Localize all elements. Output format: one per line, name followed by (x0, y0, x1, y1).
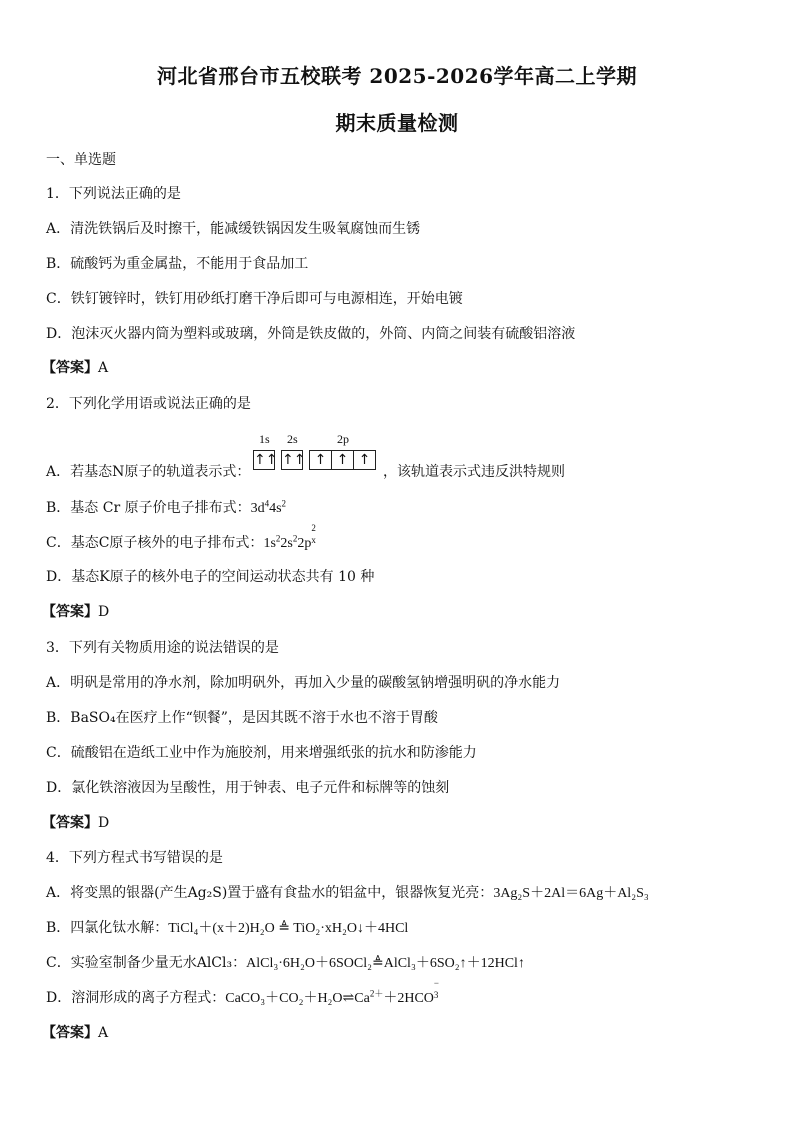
q1-option-b: B．硫酸钙为重金属盐，不能用于食品加工 (46, 256, 309, 272)
q4-option-a-prefix: A．将变黑的银器(产生Ag₂S)置于盛有食盐水的铝盆中，银器恢复光亮： (46, 885, 494, 901)
q4-option-d (46, 978, 442, 1008)
q2-stem: 2．下列化学用语或说法正确的是 (46, 396, 251, 412)
orbital-label-1s: 1s (259, 432, 270, 446)
q1-option-d: D．泡沫灭火器内筒为塑料或玻璃，外筒是铁皮做的，外筒、内筒之间装有硫酸铝溶液 (46, 326, 576, 342)
orbital-diagram (253, 432, 383, 476)
q2-option-b-prefix: B．基态 Cr 原子价电子排布式： (46, 500, 251, 516)
q1-option-a: A．清洗铁锅后及时擦干，能减缓铁锅因发生吸氧腐蚀而生锈 (46, 221, 421, 237)
q3-answer (42, 814, 109, 832)
q2-option-c (46, 523, 319, 553)
q2-option-c-prefix: C．基态C原子核外的电子排布式： (46, 535, 264, 551)
document-title-line2: 期末质量检测 (335, 111, 459, 135)
q2-option-a-suffix: ，该轨道表示式违反洪特规则 (383, 464, 565, 480)
answer-value: A (98, 1025, 109, 1041)
orbital-label-2p: 2p (337, 432, 349, 446)
orbital-box-2p-1: ↑ (309, 450, 332, 470)
q3-stem: 3．下列有关物质用途的说法错误的是 (46, 640, 279, 656)
q1-option-c: C．铁钉镀锌时，铁钉用砂纸打磨干净后即可与电源相连，开始电镀 (46, 291, 463, 307)
q4-option-d-equation: $CaCO_3+CO_2+H_2O\rightleftharpoons Ca^{2+}+2HCO$ − 3 (225, 978, 439, 1006)
q4-option-c (46, 954, 525, 973)
answer-tag: 【答案】 (42, 815, 98, 831)
q4-option-c-equation: AlCl₃·6H₂O＋6SOCl₂≜AlCl₃＋6SO₂↑＋12HCl↑ (246, 956, 525, 971)
answer-value: D (98, 815, 110, 831)
answer-tag: 【答案】 (42, 360, 98, 376)
q4-option-b (46, 919, 408, 938)
q1-stem: 1．下列说法正确的是 (46, 186, 181, 202)
q4-option-a (46, 884, 649, 903)
q4-option-a-equation: 3Ag₂S＋2Al＝6Ag＋Al₂S₃ (493, 886, 649, 901)
orbital-label-2s: 2s (287, 432, 298, 446)
answer-tag: 【答案】 (42, 1025, 98, 1041)
q2-option-d: D．基态K原子的核外电子的空间运动状态共有 10 种 (46, 569, 375, 585)
section-heading: 一、单选题 (46, 152, 116, 168)
q4-answer (42, 1024, 108, 1042)
q3-option-a: A．明矾是常用的净水剂，除加明矾外，再加入少量的碳酸氢钠增强明矾的净水能力 (46, 675, 561, 691)
orbital-box-2p-2: ↑ (331, 450, 354, 470)
answer-tag: 【答案】 (42, 604, 98, 620)
q3-option-b: B．BaSO₄在医疗上作“钡餐”，是因其既不溶于水也不溶于胃酸 (46, 710, 438, 726)
q3-option-c: C．硫酸铝在造纸工业中作为施胶剂，用来增强纸张的抗水和防渗能力 (46, 745, 477, 761)
q4-stem: 4．下列方程式书写错误的是 (46, 850, 223, 866)
q2-option-a-prefix: A．若基态N原子的轨道表示式： (46, 464, 251, 480)
document-title-line1: 河北省邢台市五校联考 2025-2026学年高二上学期 (156, 64, 638, 88)
q2-option-b-formula: $3d^44s^2$ (250, 498, 287, 516)
q2-option-b (46, 499, 286, 518)
q4-option-b-equation: TiCl₄＋(x＋2)H₂O ≜ TiO₂·xH₂O↓＋4HCl (168, 921, 409, 936)
q1-answer (42, 359, 108, 377)
q2-answer (42, 603, 109, 621)
q2-option-c-formula: $1s^22s^22p$ 2 x (263, 523, 316, 551)
q3-option-d: D．氯化铁溶液因为呈酸性，用于钟表、电子元件和标牌等的蚀刻 (46, 780, 450, 796)
q4-option-d-prefix: D．溶洞形成的离子方程式： (46, 990, 226, 1006)
answer-value: D (98, 604, 110, 620)
orbital-box-1s: ↑↑ (254, 452, 278, 468)
q4-option-b-prefix: B．四氯化钛水解： (46, 920, 169, 936)
orbital-box-2p-3: ↑ (353, 450, 376, 470)
q4-option-c-prefix: C．实验室制备少量无水AlCl₃： (46, 955, 247, 971)
answer-value: A (98, 360, 109, 376)
orbital-box-2s: ↑↑ (282, 452, 306, 468)
